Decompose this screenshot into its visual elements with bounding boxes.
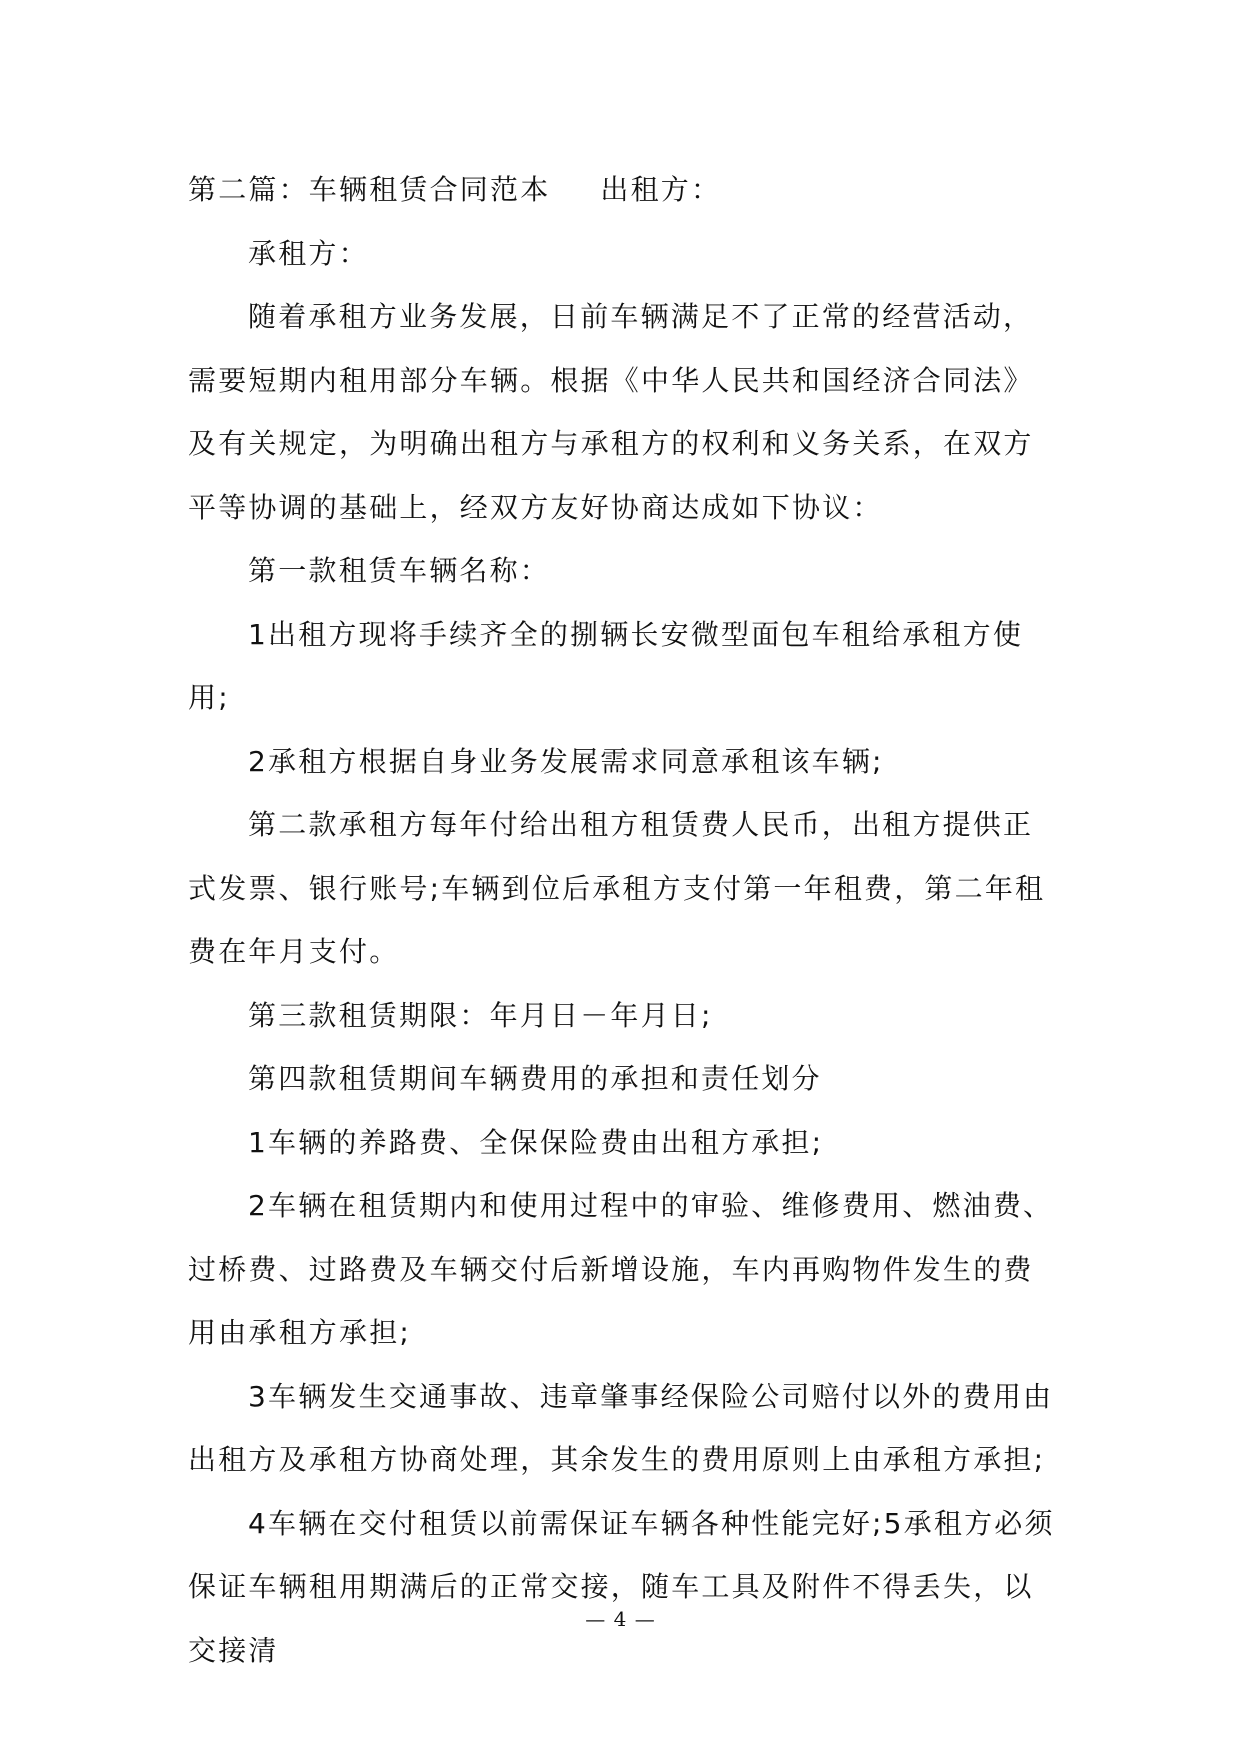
page-number: — 4 — [585,1607,656,1631]
preamble-paragraph: 随着承租方业务发展，日前车辆满足不了正常的经营活动，需要短期内租用部分车辆。根据《中华人民共和国经济合同法》及有关规定，为明确出租方与承租方的权利和义务关系，在双方平等协调的基础上，经双方友好协商达成如下协议： [188,300,1034,524]
document-title-line [188,158,1058,222]
document-title: 第二篇：车辆租赁合同范本 [188,173,551,206]
clause-3-paragraph: 第三款租赁期限：年月日－年月日; [248,998,713,1032]
clause-4-item-4-5: 4车辆在交付租赁以前需保证车辆各种性能完好;5承租方必须保证车辆租用期满后的正常交接，随车工具及附件不得丢失，以交接清 [188,1506,1055,1667]
clause-1-heading: 第一款租赁车辆名称： [248,554,551,587]
clause-4-item-2: 2车辆在租赁期内和使用过程中的审验、维修费用、燃油费、过桥费、过路费及车辆交付后新增设施，车内再购物件发生的费用由承租方承担; [188,1189,1054,1349]
clause-4-item-1: 1车辆的养路费、全保保险费由出租方承担; [248,1125,824,1159]
clause-2-paragraph: 第二款承租方每年付给出租方租赁费人民币，出租方提供正式发票、银行账号;车辆到位后承租方支付第一年租费，第二年租费在年月支付。 [188,808,1046,968]
lessor-label: 出租方： [600,173,722,206]
clause-1-item-1: 1出租方现将手续齐全的捌辆长安微型面包车租给承租方使用; [188,617,1024,714]
clause-1-item-2: 2承租方根据自身业务发展需求同意承租该车辆; [248,744,884,778]
lessee-label: 承租方： [248,236,369,270]
clause-4-item-3: 3车辆发生交通事故、违章肇事经保险公司赔付以外的费用由出租方及承租方协商处理，其余发生的费用原则上由承租方承担; [188,1379,1054,1476]
document-body [188,158,1058,1682]
clause-4-heading: 第四款租赁期间车辆费用的承担和责任划分 [248,1062,822,1095]
